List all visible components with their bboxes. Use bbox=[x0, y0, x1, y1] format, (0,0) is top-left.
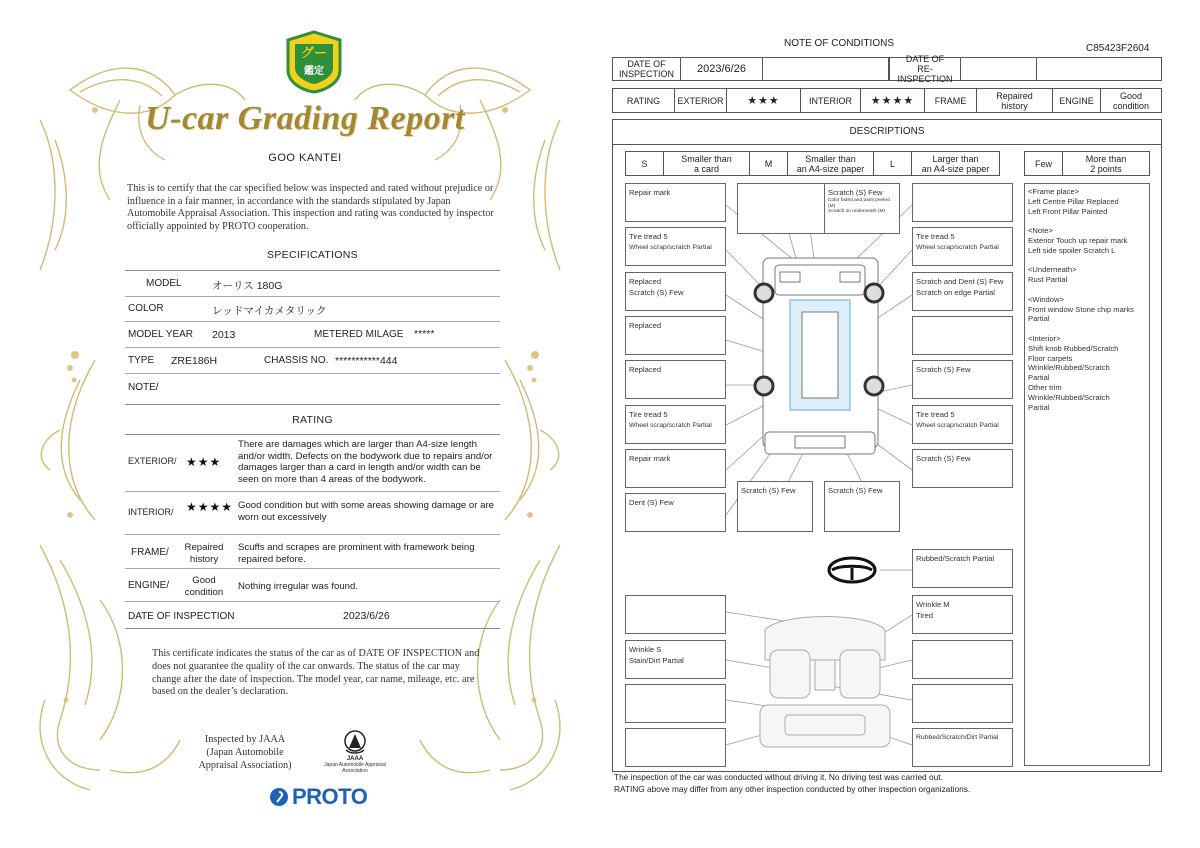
detail-text: Scratch (S) Few bbox=[828, 188, 883, 197]
divider bbox=[125, 296, 500, 297]
detail-box bbox=[625, 405, 726, 444]
frame-label: FRAME bbox=[925, 89, 977, 112]
detail-text: Tire tread 5 bbox=[629, 232, 668, 241]
detail-text: Replaced bbox=[629, 277, 662, 286]
detail-box bbox=[625, 640, 726, 679]
frame-value-line1: Repaired bbox=[184, 542, 224, 553]
note-line: Left Front Pillar Painted bbox=[1028, 206, 1108, 216]
note-line: Front window Stone chip marks bbox=[1028, 304, 1134, 314]
divider bbox=[125, 270, 500, 271]
divider bbox=[125, 534, 500, 535]
notes-panel bbox=[1024, 183, 1150, 766]
detail-box bbox=[912, 549, 1013, 588]
legend-s-text: Smaller than a card bbox=[664, 152, 750, 175]
conditions-title: NOTE OF CONDITIONS bbox=[784, 38, 894, 49]
engine-description: Nothing irregular was found. bbox=[238, 581, 358, 592]
frame-value: Repaired history bbox=[977, 89, 1053, 112]
date-of-reinspection-label: DATE OF RE-INSPECTION bbox=[889, 58, 961, 80]
type-label: TYPE bbox=[128, 355, 155, 366]
note-line: <Underneath> bbox=[1028, 265, 1077, 275]
type-value: ZRE186H bbox=[171, 355, 218, 367]
exterior-stars: ★★★ bbox=[727, 89, 801, 112]
divider bbox=[125, 347, 500, 348]
detail-box bbox=[625, 728, 726, 767]
detail-box bbox=[912, 728, 1013, 767]
frame-description: Scuffs and scrapes are prominent with framework being repaired before. bbox=[238, 542, 475, 565]
date-of-inspection-label: DATE OF INSPECTION bbox=[128, 611, 235, 622]
detail-box bbox=[912, 640, 1013, 679]
note-line: Rust Partial bbox=[1028, 275, 1068, 285]
model-year-label: MODEL YEAR bbox=[128, 329, 194, 340]
interior-stars: ★★★★ bbox=[861, 89, 925, 112]
legend-few: Few bbox=[1025, 152, 1063, 175]
rating-heading: RATING bbox=[292, 414, 333, 426]
engine-value-line2: condition bbox=[184, 586, 224, 598]
note-line: Left Centre Pillar Replaced bbox=[1028, 196, 1119, 206]
interior-description: Good condition but with some areas showing damage or are worn out excessively bbox=[238, 500, 494, 523]
detail-text: Wheel scrap/scratch Partial bbox=[629, 422, 712, 429]
note-line: Wrinkle/Rubbed/Scratch bbox=[1028, 392, 1110, 402]
note-line: Partial bbox=[1028, 402, 1050, 412]
chassis-value: ***********444 bbox=[335, 355, 398, 367]
divider bbox=[125, 373, 500, 374]
detail-text: Wrinkle S bbox=[629, 645, 662, 654]
detail-text: Scratch (S) Few bbox=[828, 486, 883, 495]
detail-box bbox=[625, 449, 726, 488]
divider bbox=[125, 404, 500, 405]
engine-value bbox=[178, 575, 230, 598]
detail-text: Repair mark bbox=[629, 188, 671, 197]
detail-text: Color faded and paint peeled (M) bbox=[828, 198, 890, 209]
model-value: オーリス 180G bbox=[212, 280, 283, 292]
detail-text: Scratch and Dent (S) Few bbox=[916, 277, 1004, 286]
date-of-inspection-value: 2023/6/26 bbox=[343, 610, 390, 622]
legend-m-text: Smaller than an A4-size paper bbox=[788, 152, 874, 175]
rating-label: RATING bbox=[613, 89, 675, 112]
metered-mileage-value: ***** bbox=[414, 328, 435, 340]
note-line: <Window> bbox=[1028, 294, 1064, 304]
exterior-stars: ★★★ bbox=[186, 455, 222, 469]
detail-text: Tire tread 5 bbox=[629, 410, 668, 419]
divider bbox=[125, 601, 500, 602]
note-line: Exterior Touch up repair mark bbox=[1028, 235, 1128, 245]
detail-box bbox=[912, 316, 1013, 355]
detail-text: Wheel scrap/scratch Partial bbox=[916, 422, 999, 429]
logo-kantei: 鑑定 bbox=[304, 66, 324, 77]
detail-text: Tire tread 5 bbox=[916, 232, 955, 241]
jaaa-full-name: Japan Automobile Appraisal Association bbox=[324, 762, 386, 774]
detail-text: Scratch on underneath (M) bbox=[828, 209, 886, 215]
divider bbox=[125, 628, 500, 629]
date-of-inspection-label: DATE OF INSPECTION bbox=[613, 58, 681, 80]
detail-box bbox=[737, 481, 813, 532]
detail-text: Stain/Dirt Partial bbox=[629, 656, 684, 665]
detail-text: Repair mark bbox=[629, 454, 671, 463]
descriptions-heading: DESCRIPTIONS bbox=[849, 126, 925, 137]
note-line: <Note> bbox=[1028, 226, 1053, 236]
detail-box bbox=[625, 684, 726, 723]
steering-wheel-icon bbox=[829, 558, 875, 582]
detail-box bbox=[912, 360, 1013, 399]
color-label: COLOR bbox=[128, 303, 164, 314]
note-line: Other trim bbox=[1028, 382, 1062, 392]
detail-box bbox=[625, 493, 726, 532]
proto-logo-text: PROTO bbox=[292, 784, 368, 809]
divider bbox=[125, 491, 500, 492]
detail-box bbox=[625, 316, 726, 355]
model-year-value: 2013 bbox=[212, 329, 236, 341]
metered-mileage-label: METERED MILAGE bbox=[314, 329, 404, 340]
certificate-subtitle: GOO KANTEI bbox=[268, 152, 342, 164]
certificate-intro: This is to certify that the car specified below was inspected and rated without prejudice or influence in a fair manner, in accordance with the standards stipulated by Japan Automobile Appraisal Association. This inspection and rating was conducted by inspector officially appointed by PROTO cooperation. bbox=[127, 183, 494, 232]
frame-value bbox=[178, 542, 230, 565]
detail-text: Replaced bbox=[629, 321, 662, 330]
disclaimer-line2: RATING above may differ from any other inspection conducted by other inspection organizations. bbox=[614, 784, 971, 794]
exterior-description: There are damages which are larger than A4-size length and/or width. Defects on the bodywork due to repairs and/or damages larger than a card in length and/or width can be seen on more than 4 areas of the bodywork. bbox=[238, 439, 493, 485]
divider bbox=[125, 434, 500, 435]
note-line: <Frame place> bbox=[1028, 187, 1080, 196]
detail-box bbox=[912, 272, 1013, 311]
note-label: NOTE/ bbox=[128, 382, 159, 393]
chassis-label: CHASSIS NO. bbox=[264, 355, 329, 366]
color-value: レッドマイカメタリック bbox=[212, 305, 327, 317]
logo-glyph: グー bbox=[300, 45, 327, 60]
detail-box bbox=[625, 595, 726, 634]
inspected-by-line2: (Japan Automobile bbox=[206, 746, 284, 758]
detail-text: Scratch (S) Few bbox=[741, 486, 796, 495]
detail-text: Rubbed/Scratch Partial bbox=[916, 554, 995, 563]
detail-text: Scratch (S) Few bbox=[629, 288, 684, 297]
exterior-label: EXTERIOR/ bbox=[128, 456, 177, 466]
detail-box bbox=[737, 183, 838, 234]
detail-text: Dent (S) Few bbox=[629, 498, 674, 507]
note-line: Floor carpets bbox=[1028, 353, 1073, 363]
divider bbox=[125, 568, 500, 569]
specifications-heading: SPECIFICATIONS bbox=[267, 249, 358, 261]
detail-box bbox=[625, 360, 726, 399]
detail-box bbox=[912, 405, 1013, 444]
detail-text: Replaced bbox=[629, 365, 662, 374]
detail-text: Tire tread 5 bbox=[916, 410, 955, 419]
report-code: C85423F2604 bbox=[1086, 43, 1150, 54]
jaaa-name: JAAA bbox=[346, 756, 364, 762]
note-line: Partial bbox=[1028, 314, 1050, 324]
proto-logo-icon bbox=[268, 786, 290, 808]
certificate-footer-note: This certificate indicates the status of the car as of DATE OF INSPECTION and does not guarantee the quality of the car onwards. The status of the car may change after the date of inspection. The model year, car name, mileage, etc. are based on the dealer’s declaration. bbox=[152, 648, 480, 698]
detail-text: Wheel scrap/scratch Partial bbox=[916, 244, 999, 251]
note-of-conditions bbox=[600, 0, 1200, 848]
legend-s: S bbox=[626, 152, 664, 175]
detail-box bbox=[625, 272, 726, 311]
certificate-title: U-car Grading Report bbox=[145, 100, 465, 137]
detail-box bbox=[912, 595, 1013, 634]
legend-m: M bbox=[750, 152, 788, 175]
engine-label: ENGINE/ bbox=[128, 580, 170, 591]
note-line: Partial bbox=[1028, 373, 1050, 383]
jaaa-emblem-icon bbox=[340, 728, 370, 758]
detail-box bbox=[912, 183, 1013, 222]
note-line: Shift knob Rubbed/Scratch bbox=[1028, 343, 1119, 353]
legend-few-text: More than 2 points bbox=[1085, 153, 1127, 174]
detail-text: Wrinkle M bbox=[916, 600, 950, 609]
disclaimer-line1: The inspection of the car was conducted without driving it. No driving test was carried out. bbox=[614, 772, 943, 782]
engine-label: ENGINE bbox=[1053, 89, 1101, 112]
legend-l-text: Larger than an A4-size paper bbox=[921, 153, 990, 174]
inspected-by-line3: Appraisal Association) bbox=[198, 759, 292, 771]
detail-box bbox=[912, 684, 1013, 723]
inspected-by-line1: Inspected by JAAA bbox=[204, 734, 286, 745]
engine-value: Good condition bbox=[1112, 90, 1150, 111]
detail-text: Rubbed/Scratch/Dirt Partial bbox=[916, 734, 999, 741]
legend-l: L bbox=[874, 152, 912, 175]
detail-text: Scratch (S) Few bbox=[916, 454, 971, 463]
note-line: Wrinkle/Rubbed/Scratch bbox=[1028, 363, 1110, 373]
interior-label: INTERIOR/ bbox=[128, 507, 174, 517]
divider bbox=[125, 321, 500, 322]
inspected-by bbox=[190, 734, 300, 772]
frame-label: FRAME/ bbox=[131, 547, 169, 558]
exterior-label: EXTERIOR bbox=[675, 89, 727, 112]
detail-box bbox=[912, 227, 1013, 266]
detail-box bbox=[625, 227, 726, 266]
detail-box bbox=[625, 183, 726, 222]
interior-label: INTERIOR bbox=[801, 89, 861, 112]
detail-box bbox=[912, 449, 1013, 488]
note-line: <Interior> bbox=[1028, 333, 1061, 343]
model-label: MODEL bbox=[146, 278, 182, 289]
interior-stars: ★★★★ bbox=[186, 500, 234, 514]
detail-box bbox=[824, 183, 900, 234]
date-of-inspection-value: 2023/6/26 bbox=[681, 58, 763, 80]
detail-box bbox=[824, 481, 900, 532]
detail-text: Wheel scrap/scratch Partial bbox=[629, 244, 712, 251]
engine-value-line1: Good bbox=[192, 575, 216, 586]
detail-text: Tired bbox=[916, 611, 934, 620]
detail-text: Scratch on edge Partial bbox=[916, 288, 995, 297]
detail-text: Scratch (S) Few bbox=[916, 365, 971, 374]
note-line: Left side spoiler Scratch L bbox=[1028, 245, 1116, 255]
frame-value-line2: history bbox=[189, 553, 219, 565]
